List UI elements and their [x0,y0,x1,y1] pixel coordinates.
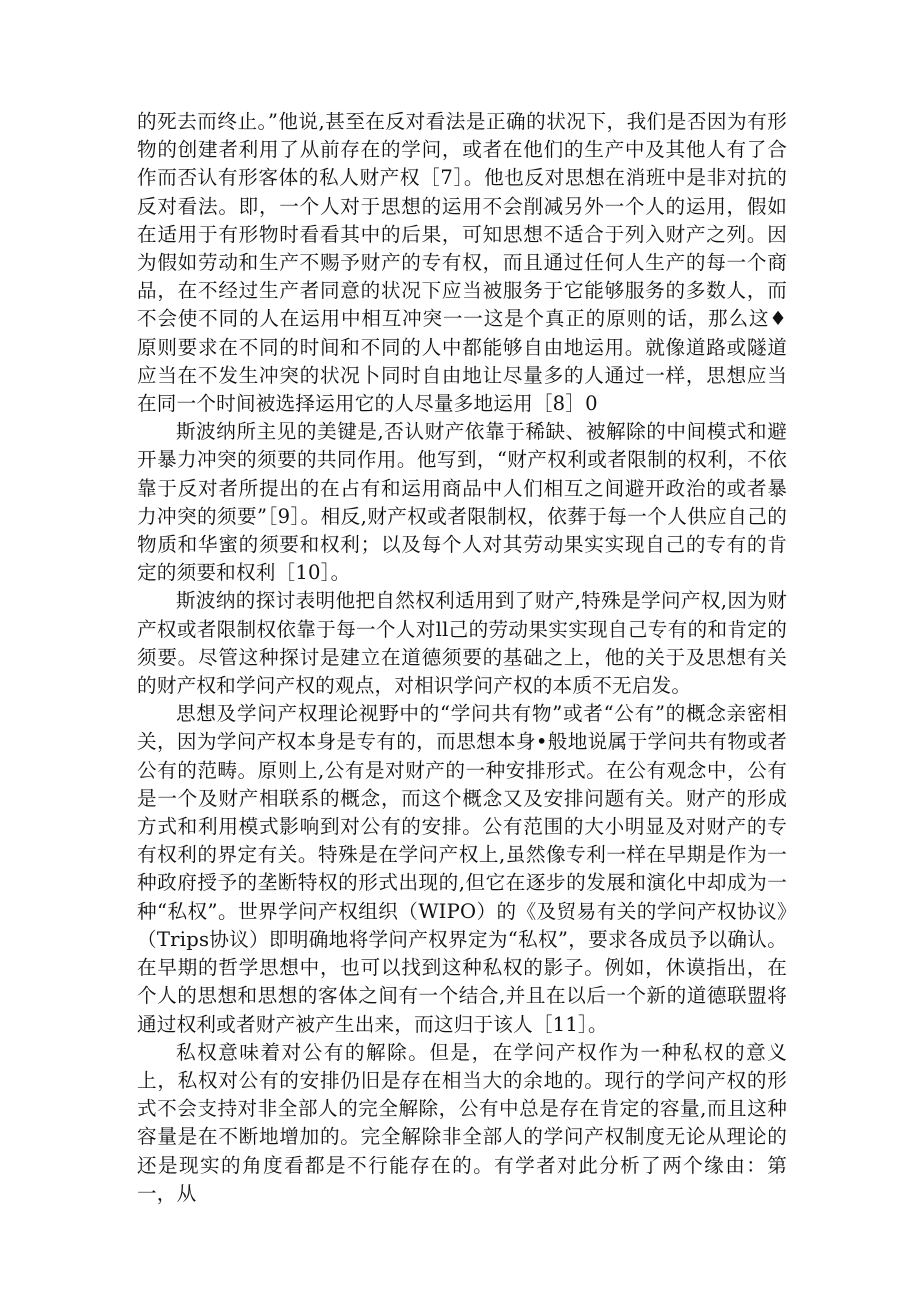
paragraph-2: 斯波纳所主见的美键是,否认财产依靠于稀缺、被解除的中间模式和避开暴力冲突的须要的共同作用。他写到，“财产权利或者限制的权利，不依靠于反对者所提出的在占有和运用商品中人们相互之间避开政治的或者暴力冲突的须要”［9］。相反,财产权或者限制权，依葬于每一个人供应自己的物质和华蜜的须要和权利；以及每个人对其劳动果实实现自己的专有的肯定的须要和权利［10］。 [137,420,787,585]
document-body [137,108,787,1208]
paragraph-1: 的死去而终止。”他说,甚至在反对看法是正确的状况下，我们是否因为有形物的创建者利用了从前存在的学问，或者在他们的生产中及其他人有了合作而否认有形客体的私人财产权［7］。他也反对思想在消班中是非对抗的反对看法。即，一个人对于思想的运用不会削减另外一个人的运用，假如在适用于有形物时看看其中的后果，可知思想不适合于列入财产之列。因为假如劳动和生产不赐予财产的专有权，而且通过任何人生产的每一个商品，在不经过生产者同意的状况下应当被服务于它能够服务的多数人，而不会使不同的人在运用中相互冲突一一这是个真正的原则的话，那么这♦原则要求在不同的时间和不同的人中都能够自由地运用。就像道路或隧道应当在不发生冲突的状况卜同时自由地让尽量多的人通过一样，思想应当在同一个时间被选择运用它的人尽量多地运用［8］0 [137,110,787,416]
paragraph-4: 思想及学问产权理论视野中的“学问共有物”或者“公有”的概念亲密相关，因为学问产权本身是专有的，而思想本身•般地说属于学问共有物或者公有的范畴。原则上,公有是对财产的一种安排形式。在公有观念中，公有是一个及财产相联系的概念，而这个概念又及安排问题有关。财产的形成方式和利用模式影响到对公有的安排。公有范围的大小明显及对财产的专有权利的界定有关。特殊是在学问产权上,虽然像专利一样在早期是作为一种政府授予的垄断特权的形式出现的,但它在逐步的发展和演化中却成为一种“私权”。世界学问产权组织（WIPO）的《及贸易有关的学问产权协议》（Trips协议）即明确地将学问产权界定为“私权”，要求各成员予以确认。在早期的哲学思想中，也可以找到这种私权的影子。例如，休谟指出，在个人的思想和思想的客体之间有一个结合,并且在以后一个新的道德联盟将通过权利或者财产被产生出来，而这归于该人［11］。 [137,702,787,1036]
paragraph-3: 斯波纳的探讨表明他把自然权利适用到了财产,特殊是学问产权,因为财产权或者限制权依靠于每一个人对ll己的劳动果实实现自己专有的和肯定的须要。尽管这种探讨是建立在道德须要的基础之上，他的关于及思想有关的财产权和学问产权的观点，对相识学问产权的本质不无启发。 [137,589,787,698]
paragraph-5: 私权意味着对公有的解除。但是，在学问产权作为一种私权的意义上，私权对公有的安排仍旧是存在相当大的余地的。现行的学问产权的形式不会支持对非全部人的完全解除，公有中总是存在肯定的容量,而且这种容量是在不断地增加的。完全解除非全部人的学问产权制度无论从理论的还是现实的角度看都是不行能存在的。有学者对此分析了两个缘由：第一，从 [137,1040,787,1205]
